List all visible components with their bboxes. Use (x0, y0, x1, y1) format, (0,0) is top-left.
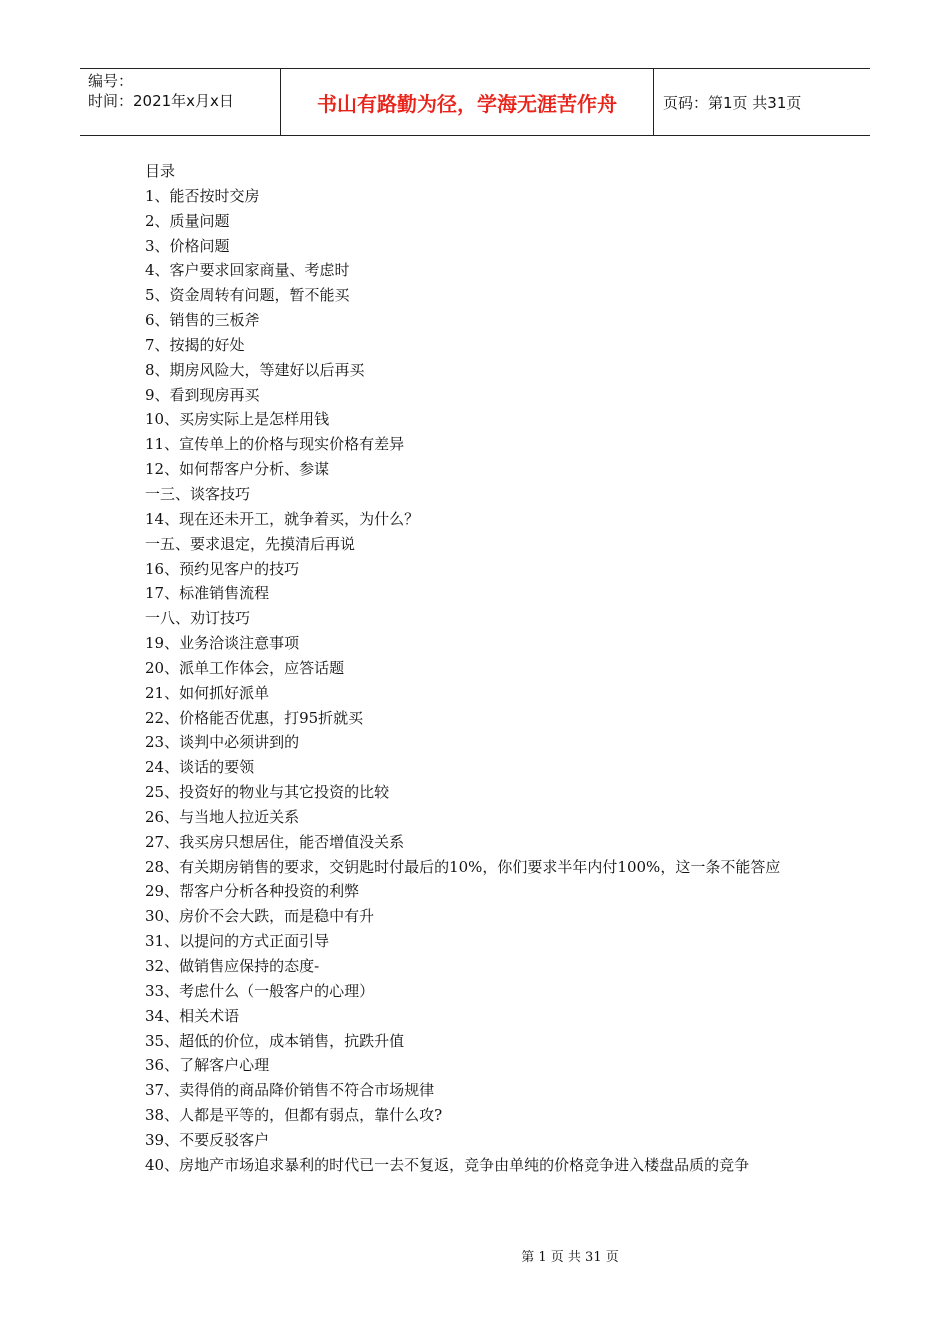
toc-item: 25、投资好的物业与其它投资的比较 (145, 783, 390, 802)
toc-item: 7、按揭的好处 (145, 335, 245, 354)
toc-item: 22、价格能否优惠，打95折就买 (145, 708, 364, 727)
toc-item: 14、现在还未开工，就争着买，为什么？ (145, 509, 420, 528)
table-of-contents (145, 159, 810, 1178)
toc-item: 34、相关术语 (145, 1006, 240, 1025)
toc-item: 37、卖得俏的商品降价销售不符合市场规律 (145, 1081, 435, 1100)
toc-item: 一五、要求退定，先摸清后再说 (145, 534, 356, 553)
toc-item: 1、能否按时交房 (145, 186, 260, 205)
toc-items (145, 184, 810, 1178)
toc-item: 36、了解客户心理 (145, 1056, 270, 1075)
toc-item: 19、业务洽谈注意事项 (145, 634, 300, 653)
toc-item: 一八、劝订技巧 (145, 609, 251, 628)
toc-item: 24、谈话的要领 (145, 758, 255, 777)
toc-item: 32、做销售应保持的态度- (145, 957, 320, 975)
toc-item: 39、不要反驳客户 (145, 1130, 270, 1149)
toc-item: 9、看到现房再买 (145, 385, 260, 404)
toc-item: 26、与当地人拉近关系 (145, 807, 300, 826)
toc-item: 6、销售的三板斧 (145, 311, 260, 330)
document-date: 时间：2021年x月x日 (88, 92, 234, 110)
toc-item: 10、买房实际上是怎样用钱 (145, 410, 330, 429)
toc-item: 20、派单工作体会，应答话题 (145, 658, 345, 677)
header-page-info: 页码：第1页 共31页 (663, 93, 802, 112)
document-number-label: 编号： (88, 72, 134, 90)
toc-item: 17、标准销售流程 (145, 584, 270, 603)
toc-item: 8、期房风险大，等建好以后再买 (145, 360, 365, 379)
toc-item: 11、宣传单上的价格与现实价格有差异 (145, 435, 405, 454)
toc-item: 5、资金周转有问题，暂不能买 (145, 286, 350, 305)
toc-item: 35、超低的价位，成本销售，抗跌升值 (145, 1031, 405, 1050)
header-motto: 书山有路勤为径，学海无涯苦作舟 (281, 69, 654, 135)
toc-item: 4、客户要求回家商量、考虑时 (145, 261, 350, 280)
page-footer: 第 1 页 共 31 页 (521, 1250, 619, 1265)
header-meta-cell (80, 69, 281, 135)
toc-item: 2、质量问题 (145, 211, 230, 230)
toc-item: 3、价格问题 (145, 236, 230, 255)
toc-item: 40、房地产市场追求暴利的时代已一去不复返，竞争由单纯的价格竞争进入楼盘品质的竞争 (145, 1155, 750, 1174)
toc-item: 21、如何抓好派单 (145, 683, 270, 702)
toc-item: 一三、谈客技巧 (145, 484, 251, 503)
toc-item: 29、帮客户分析各种投资的利弊 (145, 882, 360, 901)
toc-item: 33、考虑什么（一般客户的心理） (145, 981, 375, 1000)
toc-item: 30、房价不会大跌，而是稳中有升 (145, 907, 375, 926)
toc-item: 28、有关期房销售的要求，交钥匙时付最后的10%，你们要求半年内付100%，这一条不能答应 (145, 857, 781, 876)
toc-title: 目录 (145, 162, 176, 180)
toc-item: 38、人都是平等的，但都有弱点，靠什么攻? (145, 1106, 443, 1125)
toc-item: 23、谈判中必须讲到的 (145, 733, 300, 752)
toc-item: 12、如何帮客户分析、参谋 (145, 460, 330, 479)
toc-item: 27、我买房只想居住，能否增值没关系 (145, 832, 405, 851)
toc-item: 31、以提问的方式正面引导 (145, 932, 330, 951)
toc-item: 16、预约见客户的技巧 (145, 559, 300, 578)
document-header (80, 68, 870, 136)
